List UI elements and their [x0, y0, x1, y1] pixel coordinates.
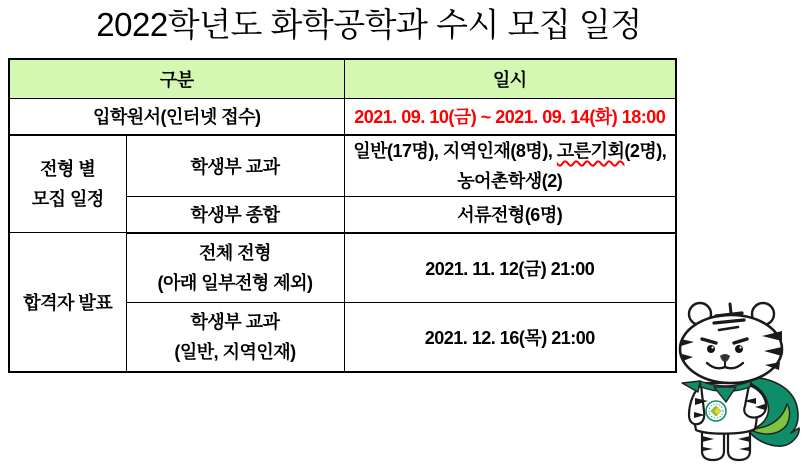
spellcheck-underlined-word: 고른기회 — [556, 141, 625, 161]
white-tiger-mascot-icon — [670, 299, 802, 464]
jonghap-label: 학생부 종합 — [126, 197, 344, 233]
gyogwa-result-label: 학생부 교과 (일반, 지역인재) — [126, 303, 344, 372]
application-period: 2021. 09. 10(금) ~ 2021. 09. 14(화) 18:00 — [344, 98, 676, 135]
schedule-group-label: 전형 별 모집 일정 — [9, 135, 126, 233]
header-cell-datetime: 일시 — [344, 59, 676, 98]
page-title: 2022학년도 화학공학과 수시 모집 일정 — [96, 6, 642, 43]
gyogwa-label: 학생부 교과 — [126, 135, 344, 197]
jonghap-tracks: 서류전형(6명) — [344, 197, 676, 233]
admission-schedule-table — [8, 58, 677, 373]
table-row-gyogwa — [9, 135, 676, 197]
all-tracks-date: 2021. 11. 12(금) 21:00 — [344, 233, 676, 303]
result-group-label: 합격자 발표 — [9, 233, 126, 372]
table-row-all-tracks — [9, 233, 676, 303]
application-label: 입학원서(인터넷 접수) — [9, 98, 344, 135]
header-cell-category: 구분 — [9, 59, 344, 98]
all-tracks-label: 전체 전형 (아래 일부전형 제외) — [126, 233, 344, 303]
gyogwa-tracks: 일반(17명), 지역인재(8명), 고른기회(2명), 농어촌학생(2) — [344, 135, 676, 197]
gyogwa-result-date: 2021. 12. 16(목) 21:00 — [344, 303, 676, 372]
table-row-application — [9, 98, 676, 135]
table-header-row — [9, 59, 676, 98]
